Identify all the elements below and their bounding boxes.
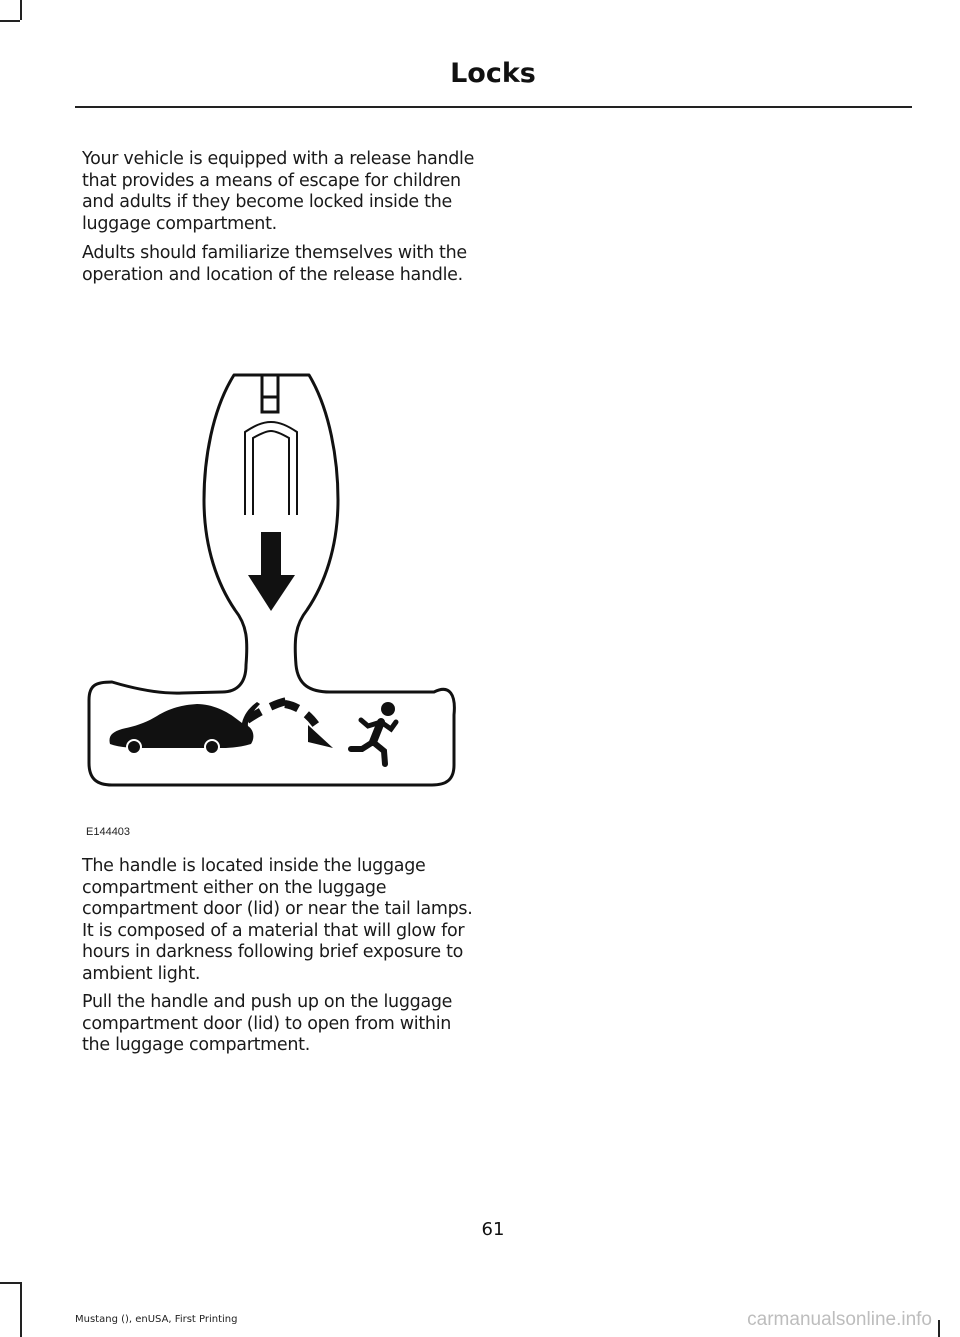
page-number: 61 bbox=[481, 1219, 505, 1240]
release-handle-icon bbox=[82, 370, 462, 795]
paragraph-adults-familiarize: Adults should familiarize themselves with the operation and location of the release handle. bbox=[82, 243, 467, 285]
crop-mark-bottom-left-h bbox=[0, 1282, 20, 1284]
paragraph-release-handle-intro: Your vehicle is equipped with a release handle that provides a means of escape for children and adults if they become locked inside the luggage compartment. bbox=[82, 149, 475, 234]
crop-mark-bottom-left-v bbox=[20, 1282, 22, 1337]
figure-id: E144403 bbox=[86, 826, 131, 838]
paragraph-pull-handle: Pull the handle and push up on the luggage compartment door (lid) to open from within the luggage compartment. bbox=[82, 992, 453, 1055]
header-rule bbox=[75, 106, 912, 108]
release-handle-figure bbox=[82, 370, 462, 795]
watermark: carmanualsonline.info bbox=[747, 1309, 932, 1330]
paragraph-handle-location: The handle is located inside the luggage compartment either on the luggage compartment door (lid) or near the tail lamps. It is composed of a material that will glow for hours in darkness following brief exposure to ambient light. bbox=[82, 856, 473, 984]
edition-footer: Mustang (), enUSA, First Printing bbox=[75, 1314, 238, 1325]
page-title: Locks bbox=[450, 58, 536, 89]
crop-mark-bottom-right-v bbox=[938, 1320, 940, 1337]
crop-mark-top-left-v bbox=[20, 0, 22, 20]
crop-mark-top-left-h bbox=[0, 20, 20, 22]
